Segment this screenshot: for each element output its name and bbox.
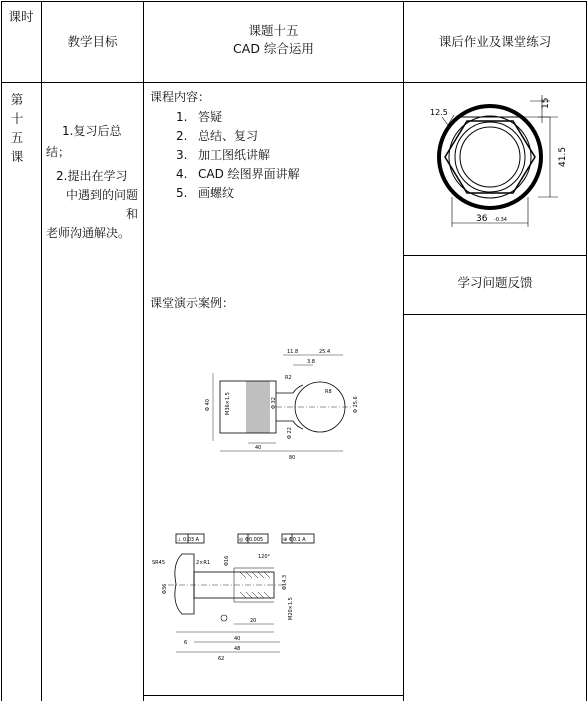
dim-label: 40 xyxy=(234,636,241,642)
nut-drawing xyxy=(420,95,580,235)
list-item: 2. 总结、复习 xyxy=(176,129,259,143)
table-border-top xyxy=(1,1,587,2)
list-item: 3. 加工图纸讲解 xyxy=(176,148,271,162)
objectives-line: 中遇到的问题 xyxy=(65,188,138,202)
list-item: 5. 画螺纹 xyxy=(176,186,235,200)
col-divider-1 xyxy=(41,1,42,701)
dim-label: 11.8 xyxy=(287,349,299,355)
dim-label: Φ14.3 xyxy=(282,574,288,590)
content-title: 课程内容： xyxy=(150,90,211,104)
example-title: 课堂演示案例： xyxy=(150,296,235,310)
dim-label: Φ 25.6 xyxy=(353,396,359,413)
content-list xyxy=(176,108,300,203)
dim-label: Φ 40 xyxy=(205,399,211,411)
lesson-label xyxy=(4,90,30,166)
header-topic-line2: CAD 综合运用 xyxy=(233,41,314,56)
dim-label: 48 xyxy=(234,646,241,652)
right-divider-1 xyxy=(403,255,587,256)
tolerance-frame: ⊥ 0.03 A xyxy=(177,537,200,543)
dim-label: Φ16 xyxy=(224,555,230,566)
dim-label: SR45 xyxy=(152,560,166,566)
col-divider-2 xyxy=(143,1,144,701)
dim-label: 80 xyxy=(289,455,296,461)
lesson-label-char: 第 xyxy=(10,92,24,107)
feedback-title: 学习问题反馈 xyxy=(457,275,533,290)
dim-bottom-tol: -0.34 xyxy=(494,217,507,223)
lesson-label-char: 课 xyxy=(10,149,24,164)
dim-label: M36×1.5 xyxy=(225,392,231,415)
header-topic-line1: 课题十五 xyxy=(248,23,299,38)
dim-top: 15 xyxy=(541,97,551,109)
tolerance-frame: ◎ Φ0.005 xyxy=(239,537,264,543)
dim-label: Φ36 xyxy=(162,583,168,594)
dim-label: Φ 22 xyxy=(287,427,293,439)
objectives-line: 和 xyxy=(125,207,138,221)
objectives-line: 结； xyxy=(46,145,71,159)
header-objectives: 教学目标 xyxy=(67,34,118,49)
dim-label: R8 xyxy=(325,389,332,395)
header-divider xyxy=(1,82,587,83)
dim-bottom: 36 xyxy=(476,214,488,224)
dim-label: R2 xyxy=(285,375,292,381)
dim-label: 6 xyxy=(184,640,188,646)
dim-label: 25.4 xyxy=(319,349,331,355)
part-drawing-1 xyxy=(193,343,363,465)
col-divider-3 xyxy=(403,1,404,701)
table-border-right xyxy=(586,1,587,701)
right-divider-2 xyxy=(403,314,587,315)
tolerance-frame: ⊕ Φ0.1 A xyxy=(283,537,306,543)
bottom-line xyxy=(143,695,404,696)
header-homework: 课后作业及课堂练习 xyxy=(438,34,552,49)
part-drawing-2 xyxy=(150,532,325,662)
objectives-line: 老师沟通解决。 xyxy=(46,226,131,240)
dim-label: 20 xyxy=(250,618,257,624)
lesson-label-char: 五 xyxy=(10,130,24,145)
dim-label: 3.8 xyxy=(307,359,315,365)
lesson-label-char: 十 xyxy=(10,111,24,126)
dim-label: M20×1.5 xyxy=(288,597,294,620)
objectives-line: 1.复习后总 xyxy=(62,124,122,138)
objectives-text xyxy=(46,122,140,243)
list-item: 4. CAD 绘图界面讲解 xyxy=(176,167,300,181)
dim-side: 41.5 xyxy=(558,146,568,167)
header-period: 课时 xyxy=(8,9,34,24)
dim-label: 40 xyxy=(255,445,262,451)
roughness-label: 12.5 xyxy=(430,108,448,117)
dim-label: 2×R1 xyxy=(196,560,211,566)
objectives-line: 2.提出在学习 xyxy=(56,169,128,183)
dim-label: Φ 32 xyxy=(271,397,277,409)
dim-label: 62 xyxy=(218,656,225,662)
list-item: 1. 答疑 xyxy=(176,110,223,124)
header-topic xyxy=(144,22,403,58)
dim-label: 120° xyxy=(258,554,271,560)
table-border-left xyxy=(1,1,2,701)
